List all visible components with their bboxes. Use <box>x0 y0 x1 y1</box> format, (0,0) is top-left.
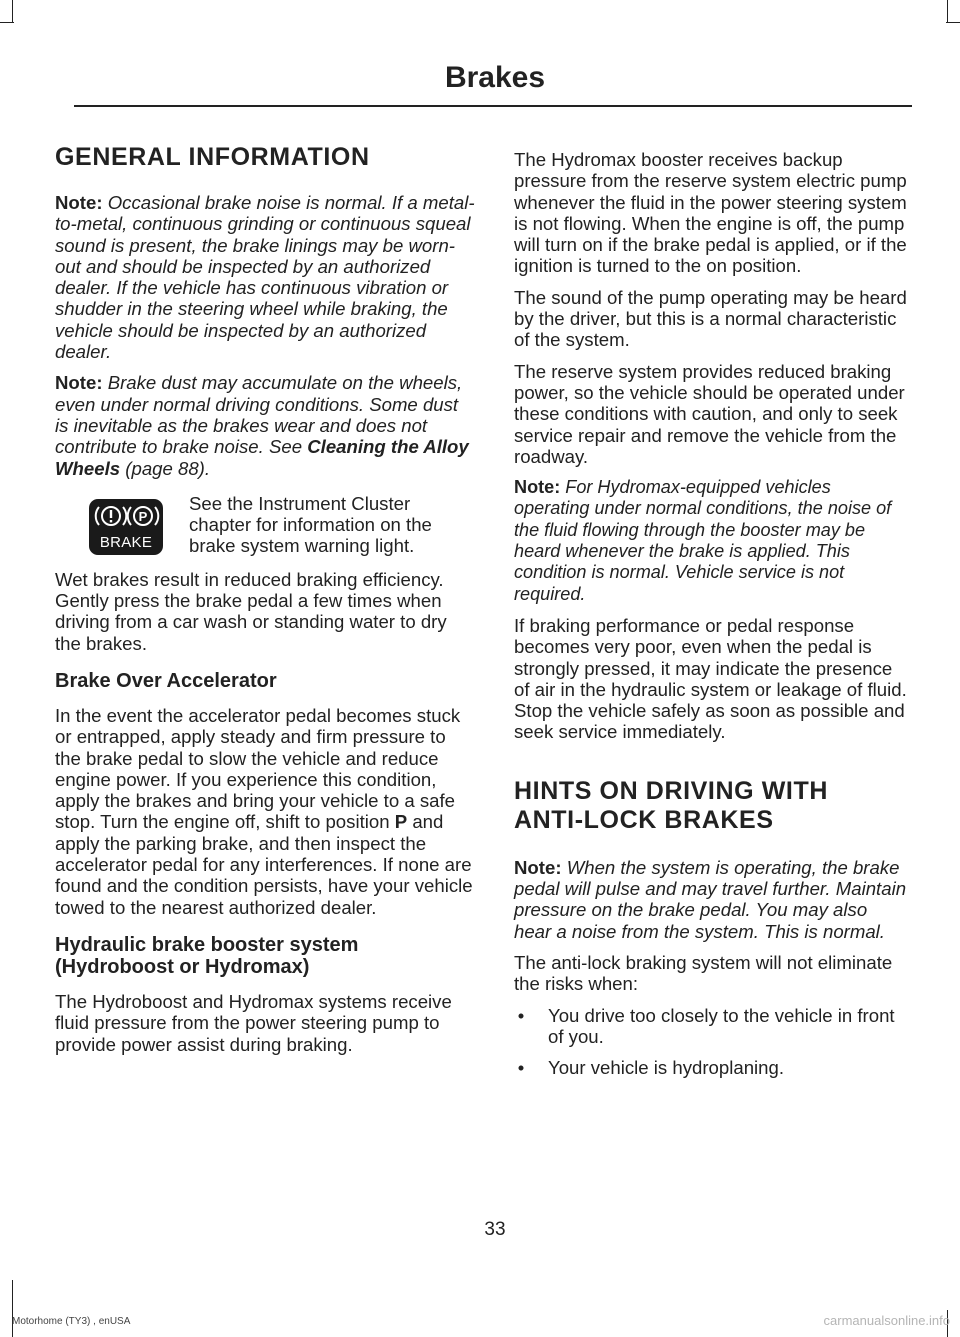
cross-reference-link[interactable]: Cleaning the Alloy Wheels <box>55 436 469 479</box>
risk-list <box>514 1005 908 1079</box>
bullet-icon: • <box>517 1057 525 1079</box>
note-paragraph <box>55 192 475 362</box>
header-rule <box>74 105 912 107</box>
braking-performance-paragraph: If braking performance or pedal response becomes very poor, even when the pedal is strongly pressed, it may indicate the presence of air in the hydraulic system or leakage of fluid. Stop the vehicle safely as soon as possible and seek service immediately. <box>514 614 907 743</box>
anti-lock-intro-paragraph: The anti-lock braking system will not eliminate the risks when: <box>514 951 893 995</box>
note-text: Occasional brake noise is normal. If a metal-to-metal, continuous grinding or continuous squeal sound is present, the brake linings may be worn-out and should be inspected by an authorized dealer. If the vehicle has continuous vibration or shudder in the steering wheel while braking, the vehicle should be inspected by an authorized dealer. <box>55 192 475 363</box>
section-heading-anti-lock-brakes <box>514 777 908 835</box>
page-reference: (page 88). <box>125 457 211 479</box>
crop-mark <box>947 0 948 22</box>
right-column <box>514 149 908 1088</box>
note-label: Note: <box>514 856 562 878</box>
document-id: Motorhome (TY3) , enUSA <box>12 1316 131 1327</box>
paragraph-text: and apply the parking brake, and then inspect the accelerator pedal for any interferences. If none are found and the condition persists, have your vehicle towed to the nearest authorized dealer. <box>55 811 473 918</box>
crop-mark <box>0 22 14 23</box>
hydromax-backup-paragraph: The Hydromax booster receives backup pressure from the reserve system electric pump whenever the fluid in the power steering system is not flowing. When the engine is off, the pump will turn on if the brake pedal is applied, or if the ignition is turned to the on position. <box>514 149 907 277</box>
note-text: For Hydromax-equipped vehicles operating under normal conditions, the noise of the fluid flowing through the booster may be heard whenever the brake is applied. This condition is normal. Vehicle service is not required. <box>514 477 892 604</box>
brake-icon-label: BRAKE <box>99 533 153 551</box>
note-text: When the system is operating, the brake pedal will pulse and may travel further. Maintain pressure on the brake pedal. You may also hear a noise from the system. This is normal. <box>514 856 907 942</box>
svg-text:P: P <box>138 508 148 524</box>
pump-sound-paragraph: The sound of the pump operating may be heard by the driver, but this is a normal characteristic of the system. <box>514 286 907 351</box>
list-item-text: Your vehicle is hydroplaning. <box>548 1057 785 1079</box>
brake-over-accelerator-paragraph <box>55 705 475 918</box>
heading-line: HINTS ON DRIVING WITH <box>514 776 828 805</box>
wet-brakes-paragraph: Wet brakes result in reduced braking efficiency. Gently press the brake pedal a few times when driving from a car wash or standing water to dry the brakes. <box>55 568 447 654</box>
hydro-intro-paragraph: The Hydroboost and Hydromax systems receive fluid pressure from the power steering pump to provide power assist during braking. <box>55 990 452 1055</box>
crop-mark <box>12 1280 13 1337</box>
list-item <box>514 1005 908 1048</box>
reserve-system-paragraph: The reserve system provides reduced braking power, so the vehicle should be operated under these conditions with caution, and only to seek service repair and remove the vehicle from the roadway. <box>514 360 905 467</box>
note-paragraph <box>514 477 908 605</box>
brake-warning-block <box>55 493 475 557</box>
note-paragraph <box>514 857 908 942</box>
brake-warning-icon <box>89 499 163 555</box>
watermark: carmanualsonline.info <box>823 1313 950 1328</box>
list-item-text: You drive too closely to the vehicle in front of you. <box>548 1004 895 1047</box>
note-text: Brake dust may accumulate on the wheels, even under normal driving conditions. Some dust is inevitable as the brakes wear and does not contribute to brake noise. See <box>55 372 463 458</box>
subheading-brake-over-accelerator: Brake Over Accelerator <box>55 669 277 692</box>
section-heading-general-information: GENERAL INFORMATION <box>55 143 370 171</box>
note-label: Note: <box>55 192 103 213</box>
bullet-icon: • <box>517 1004 525 1026</box>
brake-warning-text: See the Instrument Cluster chapter for information on the brake system warning light. <box>189 492 432 557</box>
gear-position-p: P <box>394 811 408 833</box>
note-paragraph <box>55 372 475 478</box>
heading-line: ANTI-LOCK BRAKES <box>514 805 774 834</box>
crop-mark <box>946 22 960 23</box>
crop-mark <box>12 0 13 22</box>
left-column <box>55 142 475 1065</box>
note-label: Note: <box>55 372 103 394</box>
note-label: Note: <box>514 477 561 498</box>
paragraph-text: In the event the accelerator pedal becomes stuck or entrapped, apply steady and firm pressure to the brake pedal to slow the vehicle and reduce engine power. If you experience this condition, apply the brakes and bring your vehicle to a safe stop. Turn the engine off, shift to position <box>55 704 461 833</box>
list-item <box>514 1057 908 1078</box>
page-header-title: Brakes <box>444 61 546 94</box>
page-number: 33 <box>484 1219 506 1240</box>
subheading-hydraulic-brake-booster: Hydraulic brake booster system (Hydroboost or Hydromax) <box>55 933 359 978</box>
